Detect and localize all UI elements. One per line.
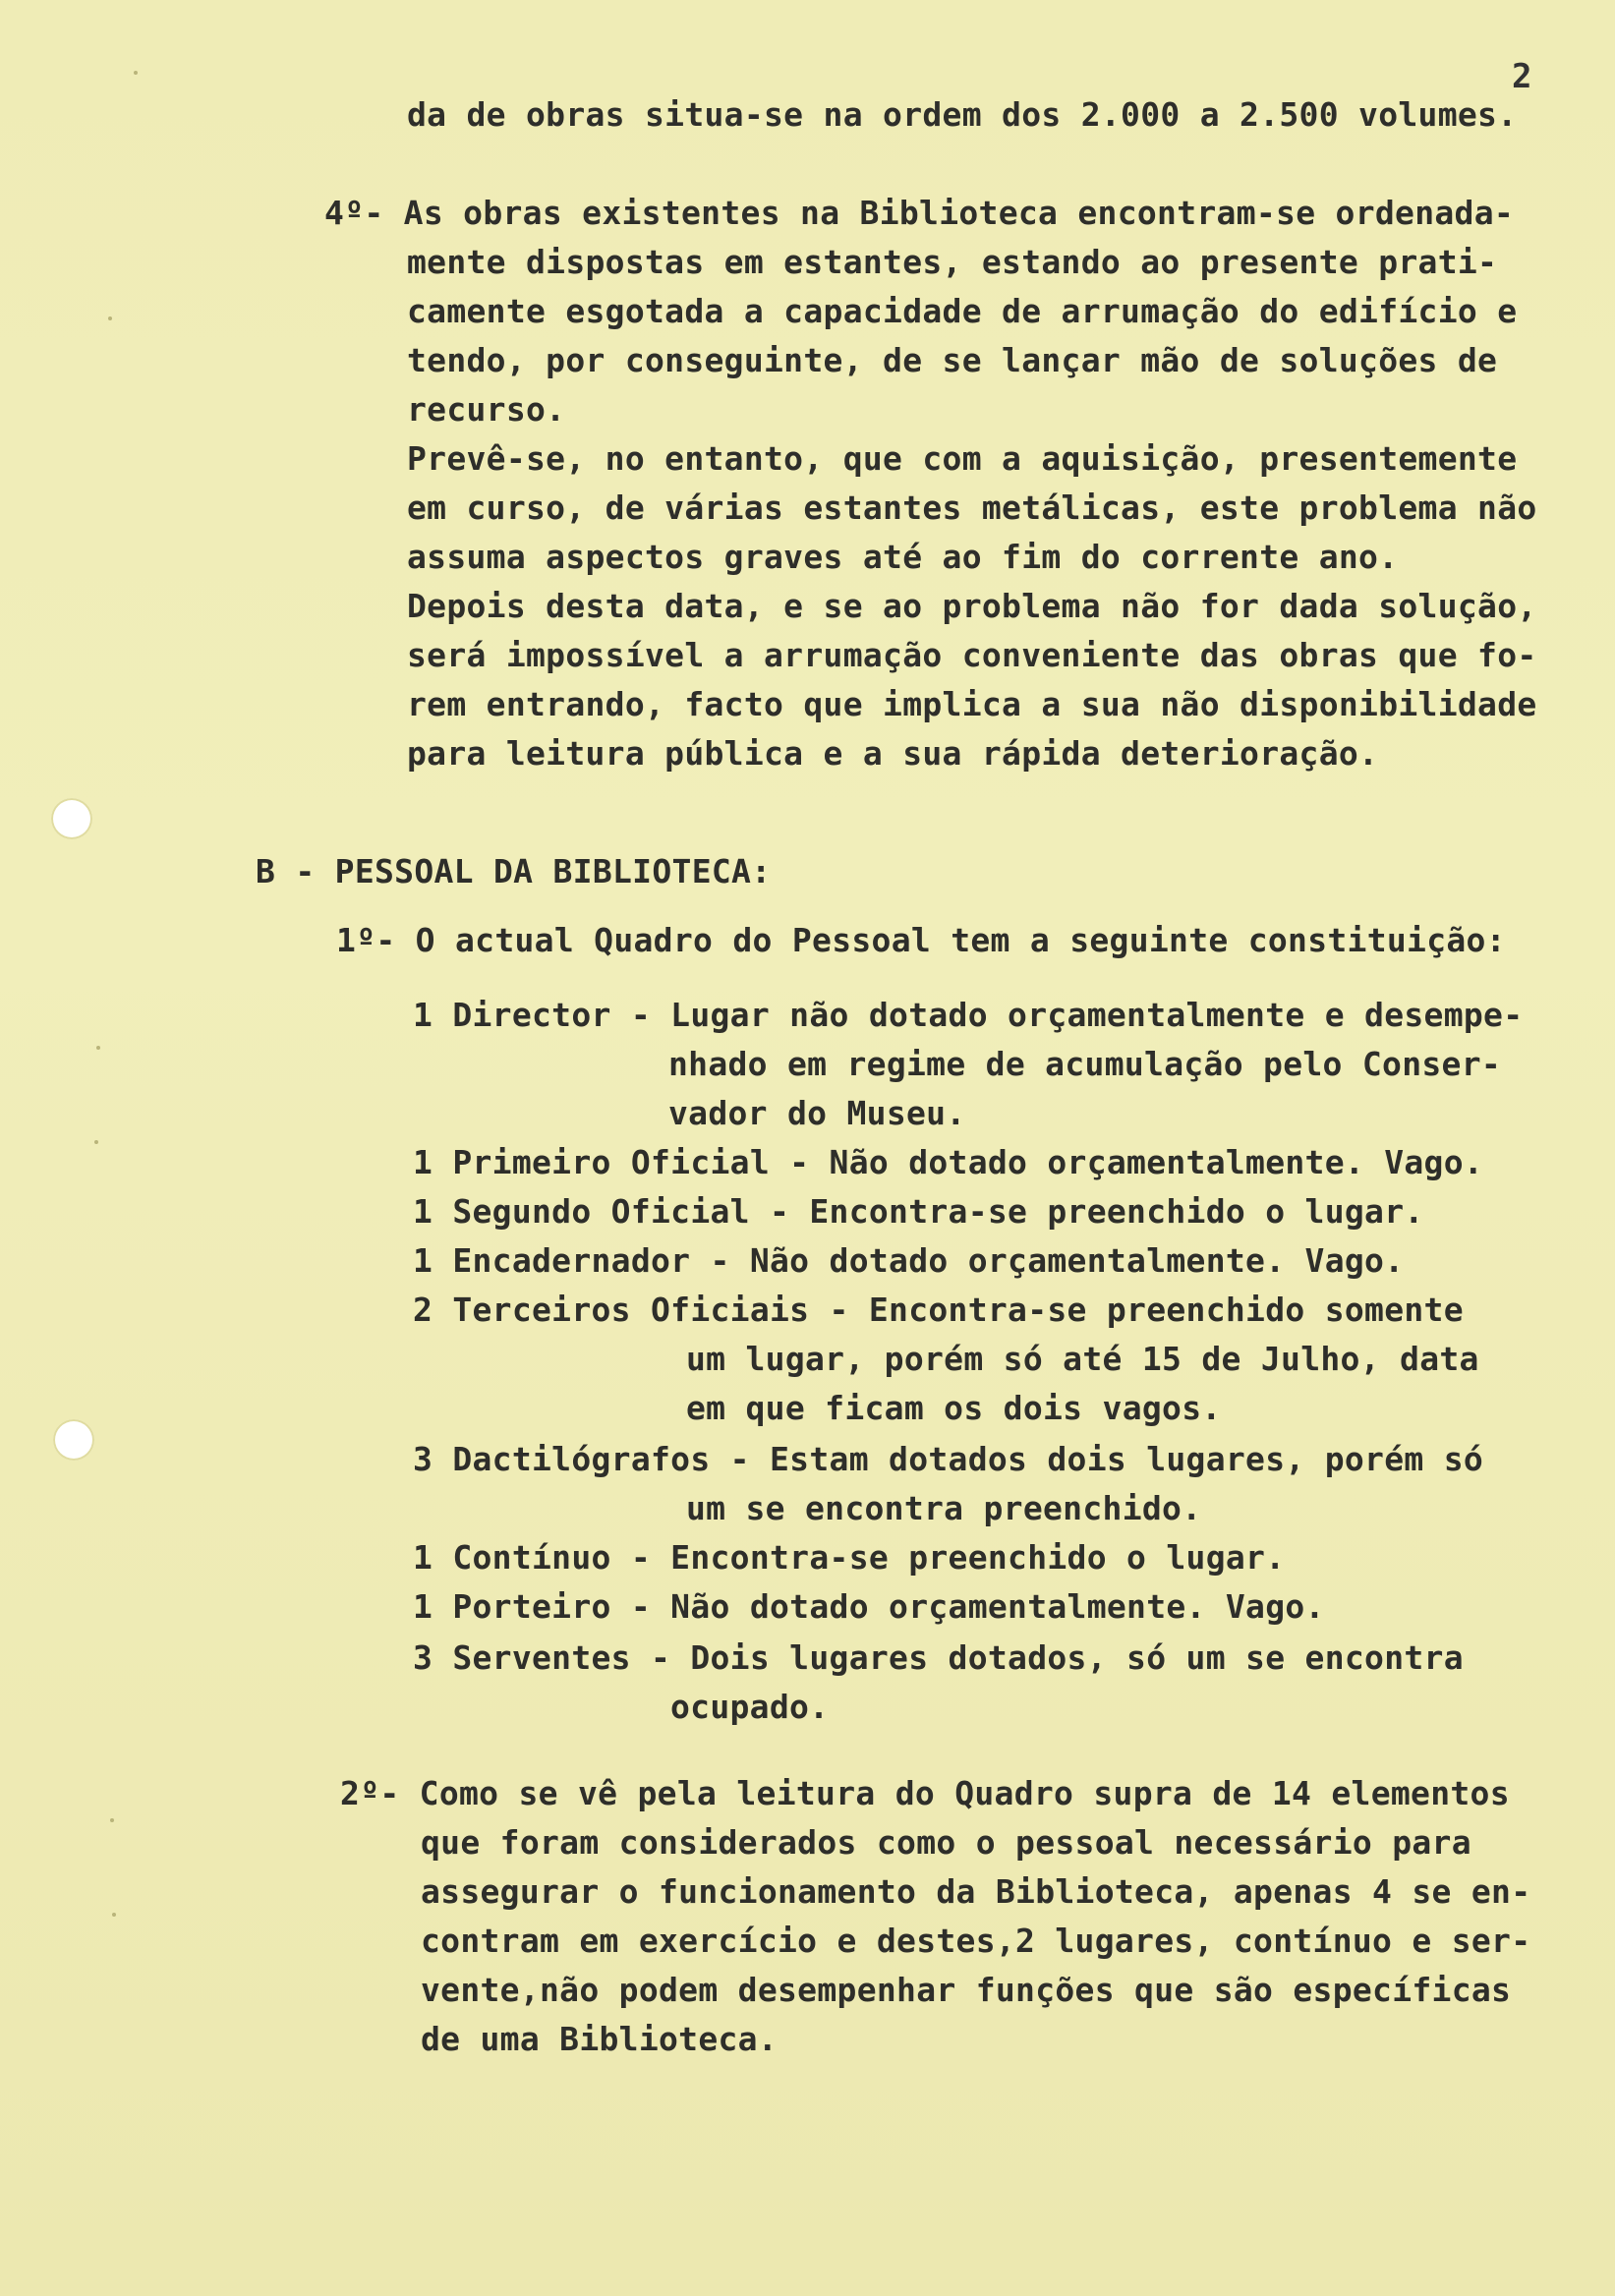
staff-entry: 3 Dactilógrafos - Estam dotados dois lugares, porém só [413, 1440, 1484, 1478]
text-line: 1º- O actual Quadro do Pessoal tem a seguinte constituição: [336, 921, 1506, 959]
text-line: de uma Biblioteca. [421, 2020, 779, 2058]
section-heading: B - PESSOAL DA BIBLIOTECA: [256, 852, 772, 890]
staff-entry: 1 Contínuo - Encontra-se preenchido o lugar. [413, 1538, 1286, 1577]
text-line: um se encontra preenchido. [686, 1489, 1202, 1527]
staff-entry: 1 Director - Lugar não dotado orçamentalmente e desempe- [413, 996, 1524, 1034]
text-line: que foram considerados como o pessoal necessário para [421, 1823, 1471, 1862]
text-line: nhado em regime de acumulação pelo Conser- [668, 1045, 1502, 1083]
text-line: camente esgotada a capacidade de arrumação do edifício e [407, 292, 1518, 330]
paper-speck [94, 1140, 98, 1144]
paper-speck [108, 316, 112, 320]
text-line: mente dispostas em estantes, estando ao presente prati- [407, 243, 1498, 281]
paper-speck [96, 1046, 100, 1050]
paper-speck [110, 1818, 114, 1822]
text-line: Prevê-se, no entanto, que com a aquisição, presentemente [407, 439, 1518, 478]
staff-entry: 1 Encadernador - Não dotado orçamentalmente. Vago. [413, 1241, 1405, 1280]
text-line: contram em exercício e destes,2 lugares, contínuo e ser- [421, 1922, 1531, 1960]
text-line: em curso, de várias estantes metálicas, este problema não [407, 488, 1537, 527]
staff-entry: 1 Primeiro Oficial - Não dotado orçamentalmente. Vago. [413, 1143, 1484, 1181]
paper-speck [112, 1913, 116, 1917]
staff-entry: 1 Porteiro - Não dotado orçamentalmente. Vago. [413, 1587, 1325, 1626]
staff-entry: 1 Segundo Oficial - Encontra-se preenchido o lugar. [413, 1192, 1424, 1231]
text-line: 2º- Como se vê pela leitura do Quadro supra de 14 elementos [340, 1774, 1510, 1812]
page-number: 2 [1512, 57, 1532, 96]
text-line: 4º- As obras existentes na Biblioteca encontram-se ordenada- [324, 194, 1515, 232]
text-line: assuma aspectos graves até ao fim do corrente ano. [407, 538, 1399, 576]
text-line: para leitura pública e a sua rápida deterioração. [407, 734, 1379, 773]
staff-entry: 3 Serventes - Dois lugares dotados, só um se encontra [413, 1638, 1464, 1677]
text-line: vador do Museu. [668, 1094, 966, 1132]
text-line: ocupado. [670, 1688, 830, 1726]
staff-entry: 2 Terceiros Oficiais - Encontra-se preenchido somente [413, 1291, 1464, 1329]
text-line: um lugar, porém só até 15 de Julho, data [686, 1340, 1479, 1378]
text-line: tendo, por conseguinte, de se lançar mão de soluções de [407, 341, 1498, 379]
text-line: Depois desta data, e se ao problema não for dada solução, [407, 587, 1537, 625]
punch-hole-bottom [53, 1419, 94, 1461]
text-line: será impossível a arrumação conveniente das obras que fo- [407, 636, 1537, 674]
text-line: assegurar o funcionamento da Biblioteca, apenas 4 se en- [421, 1872, 1531, 1911]
paper-speck [134, 71, 138, 75]
text-line: recurso. [407, 390, 566, 429]
punch-hole-top [51, 798, 92, 839]
text-line: rem entrando, facto que implica a sua não disponibilidade [407, 685, 1537, 723]
text-line: em que ficam os dois vagos. [686, 1389, 1222, 1427]
text-line: da de obras situa-se na ordem dos 2.000 a 2.500 volumes. [407, 95, 1518, 134]
text-line: vente,não podem desempenhar funções que são específicas [421, 1971, 1512, 2009]
